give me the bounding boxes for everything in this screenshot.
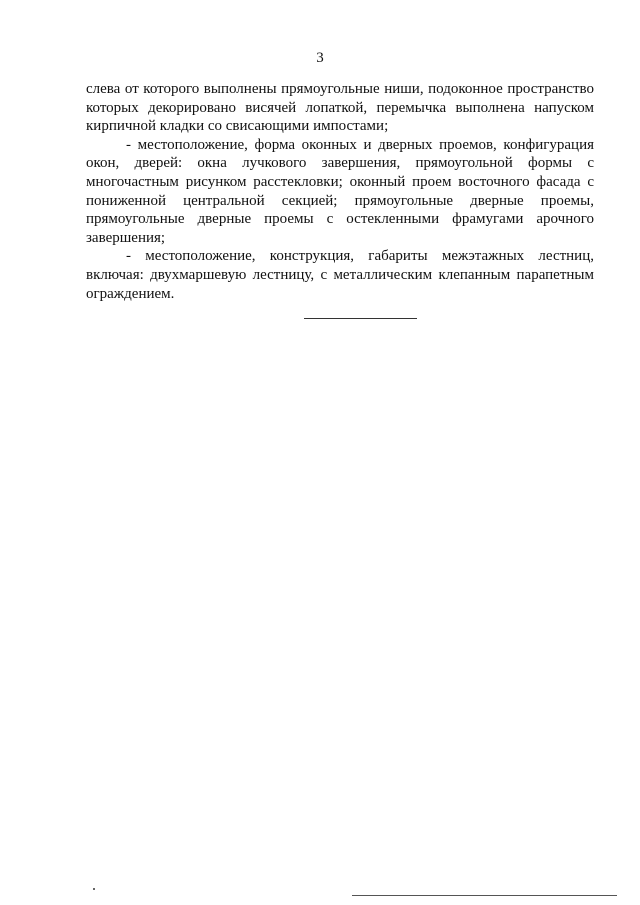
body-text <box>86 80 594 303</box>
paragraph-stairs: - местоположение, конструкция, габариты межэтажных лестниц, включая: двухмаршевую лестницу, с металлическим клепанным парапетным ограждением. <box>86 248 594 302</box>
bottom-rule <box>352 895 617 896</box>
scan-artifact-dot <box>93 888 95 890</box>
page-number: 3 <box>316 50 324 66</box>
paragraph-windows-doors: - местоположение, форма оконных и дверных проемов, конфигурация окон, дверей: окна лучкового завершения, прямоугольной формы с многочастным рисунком расстекловки; оконный проем восточного фасада с пониженной центральной секцией; прямоугольные дверные проемы, прямоугольные дверные проемы с остекленными фрамугами арочного завершения; <box>86 136 594 246</box>
paragraph-continuation: слева от которого выполнены прямоугольные ниши, подоконное пространство которых декорировано висячей лопаткой, перемычка выполнена напуском кирпичной кладки со свисающими импостами; <box>86 81 594 135</box>
end-of-text-rule <box>304 318 417 319</box>
